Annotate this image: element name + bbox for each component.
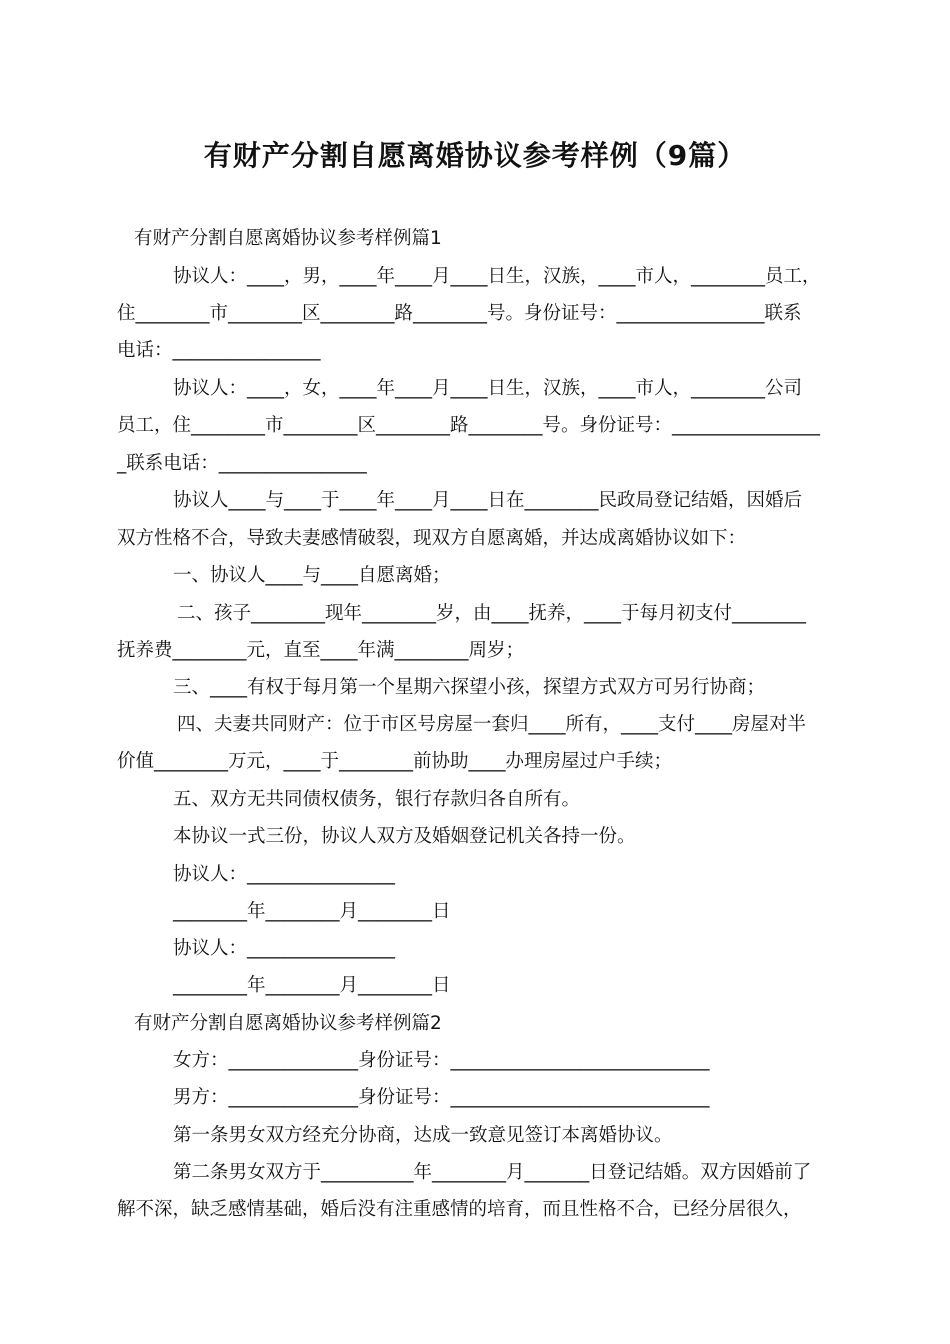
- paragraph-line: 电话：________________: [117, 340, 321, 361]
- paragraph-line: 四、夫妻共同财产：位于市区号房屋一套归____所有，____支付____房屋对半: [177, 714, 807, 735]
- section-heading-1: 有财产分割自愿离婚协议参考样例篇1: [134, 228, 442, 249]
- paragraph-line: 本协议一式三份，协议人双方及婚姻登记机关各持一份。: [173, 826, 636, 847]
- date-line: ________年________月________日: [173, 975, 451, 996]
- paragraph-line: 双方性格不合，导致夫妻感情破裂，现双方自愿离婚，并达成离婚协议如下：: [117, 528, 747, 549]
- paragraph-line: 第一条男女双方经充分协商，达成一致意见签订本离婚协议。: [173, 1125, 673, 1146]
- paragraph-line: _联系电话：________________: [117, 453, 367, 474]
- paragraph-line: 协议人：____，男，____年____月____日生，汉族，____市人，________员工，: [173, 266, 821, 287]
- paragraph-line: 住________市________区________路________号。身份证号：________________联系: [117, 303, 802, 324]
- paragraph-line: 协议人：____，女，____年____月____日生，汉族，____市人，________公司: [173, 378, 803, 399]
- signature-line: 协议人：________________: [173, 864, 396, 885]
- paragraph-line: 一、协议人____与____自愿离婚；: [173, 565, 451, 586]
- paragraph-line: 价值________万元，____于________前协助____办理房屋过户手续；: [117, 751, 673, 772]
- section-heading-2: 有财产分割自愿离婚协议参考样例篇2: [134, 1013, 442, 1034]
- paragraph-line: 男方：______________身份证号：____________________________: [173, 1087, 710, 1108]
- paragraph-line: 第二条男女双方于__________年________月_______日登记结婚。双方因婚前了: [173, 1162, 812, 1183]
- paragraph-line: 协议人____与____于____年____月____日在________民政局登记结婚，因婚后: [173, 490, 803, 511]
- paragraph-line: 解不深，缺乏感情基础，婚后没有注重感情的培育，而且性格不合，已经分居很久，: [117, 1199, 802, 1220]
- paragraph-line: 抚养费________元，直至____年满________周岁；: [117, 640, 525, 661]
- paragraph-line: 员工，住________市________区________路________号。身份证号：________________: [117, 415, 821, 436]
- signature-line: 协议人：________________: [173, 938, 396, 959]
- paragraph-line: 五、双方无共同债权债务，银行存款归各自所有。: [173, 789, 581, 810]
- page-title: 有财产分割自愿离婚协议参考样例（9篇）: [203, 139, 747, 172]
- date-line: ________年________月________日: [173, 901, 451, 922]
- paragraph-line: 二、孩子________现年________岁，由____抚养，____于每月初支付________: [177, 603, 807, 624]
- paragraph-line: 三、____有权于每月第一个星期六探望小孩，探望方式双方可另行协商；: [173, 677, 766, 698]
- paragraph-line: 女方：______________身份证号：____________________________: [173, 1050, 710, 1071]
